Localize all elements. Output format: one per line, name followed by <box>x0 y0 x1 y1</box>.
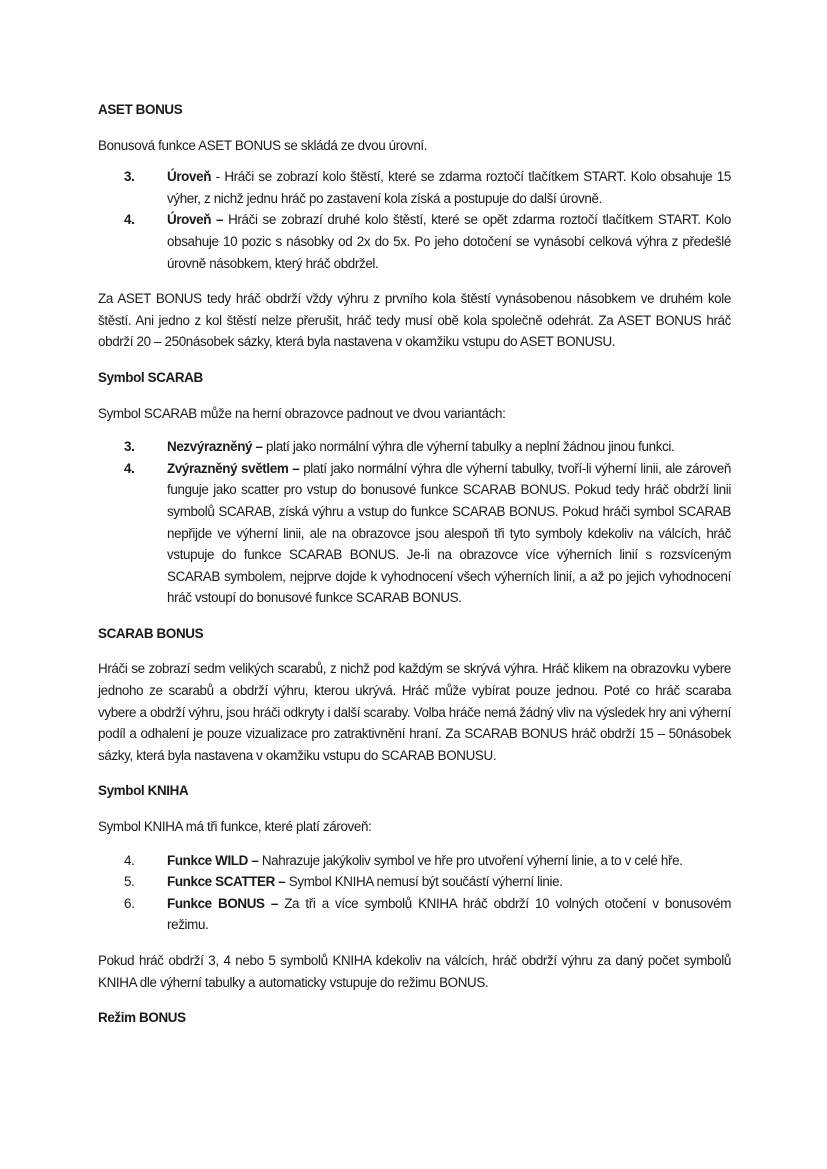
separator: - <box>211 169 225 185</box>
kniha-intro: Symbol KNIHA má tři funkce, které platí zároveň: <box>98 819 372 835</box>
list-term: Funkce BONUS – <box>167 895 278 911</box>
list-term: Zvýrazněný světlem – <box>167 460 300 476</box>
aset-intro: Bonusová funkce ASET BONUS se skládá ze dvou úrovní. <box>98 137 428 153</box>
list-text: platí jako normální výhra dle výherní tabulky a neplní žádnou jinou funkci. <box>265 439 675 455</box>
list-item <box>124 166 731 209</box>
heading-aset-bonus: ASET BONUS <box>98 102 183 117</box>
scarab-bonus-text: Hráči se zobrazí sedm velikých scarabů, z nichž pod každým se skrývá výhra. Hráč klikem na obrazovku vybere jednoho ze scarabů a obdrží výhru, kterou ukrývá. Hráč může vybírat pouze jednou. Poté co hráč scaraba vybere a obdrží výhru, jsou hráči odkryty i další scaraby. Volba hráče nemá žádný vliv na výsledek hry ani výherní podíl a odhalení je pouze vizualizace pro zatraktivnění hraní. Za SCARAB BONUS hráč obdrží 15 – 50násobek sázky, která byla nastavena v okamžiku vstupu do SCARAB BONUSU. <box>98 661 731 763</box>
list-item <box>124 850 731 872</box>
aset-summary: Za ASET BONUS tedy hráč obdrží vždy výhru z prvního kola štěstí vynásobenou násobkem ve druhém kole štěstí. Ani jedno z kol štěstí nelze přerušit, hráč tedy musí obě kola společně odehrát. Za ASET BONUS hráč obdrží 20 – 250násobek sázky, která byla nastavena v okamžiku vstupu do ASET BONUSU. <box>98 291 731 350</box>
list-number: 4. <box>124 212 135 228</box>
heading-bonus-mode: Režim BONUS <box>98 1010 186 1026</box>
list-item <box>124 436 731 458</box>
list-text: Nahrazuje jakýkoliv symbol ve hře pro utvoření výherní linie, a to v celé hře. <box>261 852 683 868</box>
list-term: Funkce SCATTER – <box>167 874 286 890</box>
list-item <box>124 893 731 936</box>
list-number: 6. <box>124 895 135 911</box>
list-text: Hráči se zobrazí kolo štěstí, které se zdarma roztočí tlačítkem START. Kolo obsahuje 15 výher, z nichž jednu hráč po zastavení kola získá a postupuje do další úrovně. <box>167 169 731 206</box>
list-text: Symbol KNIHA nemusí být součástí výherní linie. <box>288 874 563 890</box>
list-number: 3. <box>124 439 135 455</box>
list-number: 4. <box>124 460 135 476</box>
list-item <box>124 458 731 609</box>
heading-symbol-scarab: Symbol SCARAB <box>98 369 203 385</box>
list-text: Za tři a více symbolů KNIHA hráč obdrží 10 volných otočení v bonusovém režimu. <box>167 895 732 933</box>
list-text: Hráči se zobrazí druhé kolo štěstí, které se opět zdarma roztočí tlačítkem START. Kolo obsahuje 10 pozic s násobky od 2x do 5x. Po jeho dotočení se vynásobí celková výhra z předešlé úrovně násobkem, který hráč obdržel. <box>167 212 731 271</box>
kniha-summary: Pokud hráč obdrží 3, 4 nebo 5 symbolů KNIHA kdekoliv na válcích, hráč obdrží výhru za daný počet symbolů KNIHA dle výherní tabulky a automaticky vstupuje do režimu BONUS. <box>98 953 731 990</box>
list-number: 4. <box>124 852 135 868</box>
list-item <box>124 871 731 893</box>
list-term: Funkce WILD – <box>167 852 259 868</box>
kniha-functions-list <box>98 850 731 936</box>
scarab-intro: Symbol SCARAB může na herní obrazovce padnout ve dvou variantách: <box>98 405 506 421</box>
list-number: 5. <box>124 874 135 890</box>
list-number: 3. <box>124 169 135 185</box>
list-text: platí jako normální výhra dle výherní tabulky, tvoří-li výherní linii, ale zároveň funguje jako scatter pro vstup do bonusové funkce SCARAB BONUS. Pokud tedy hráč obdrží linii symbolů SCARAB, získá výhru a vstup do funkce SCARAB BONUS. Pokud hráči symbol SCARAB nepřijde ve výherní linii, ale na obrazovce jsou alespoň tři tyto symboly kdekoliv na válcích, hráč vstupuje do funkce SCARAB BONUS. Je-li na obrazovce více výherních linií s rozsvíceným SCARAB symbolem, nejprve dojde k vyhodnocení všech výherních linií, a až po jejich vyhodnocení hráč vstoupí do bonusové funkce SCARAB BONUS. <box>167 460 731 606</box>
list-item <box>124 209 731 274</box>
list-term: Úroveň – <box>167 212 224 228</box>
scarab-variants-list <box>98 436 731 609</box>
document-page <box>98 99 731 1029</box>
aset-levels-list <box>98 166 731 274</box>
list-term: Nezvýrazněný – <box>167 439 263 455</box>
list-term: Úroveň <box>167 169 212 185</box>
heading-scarab-bonus: SCARAB BONUS <box>98 625 204 641</box>
heading-symbol-kniha: Symbol KNIHA <box>98 783 189 799</box>
